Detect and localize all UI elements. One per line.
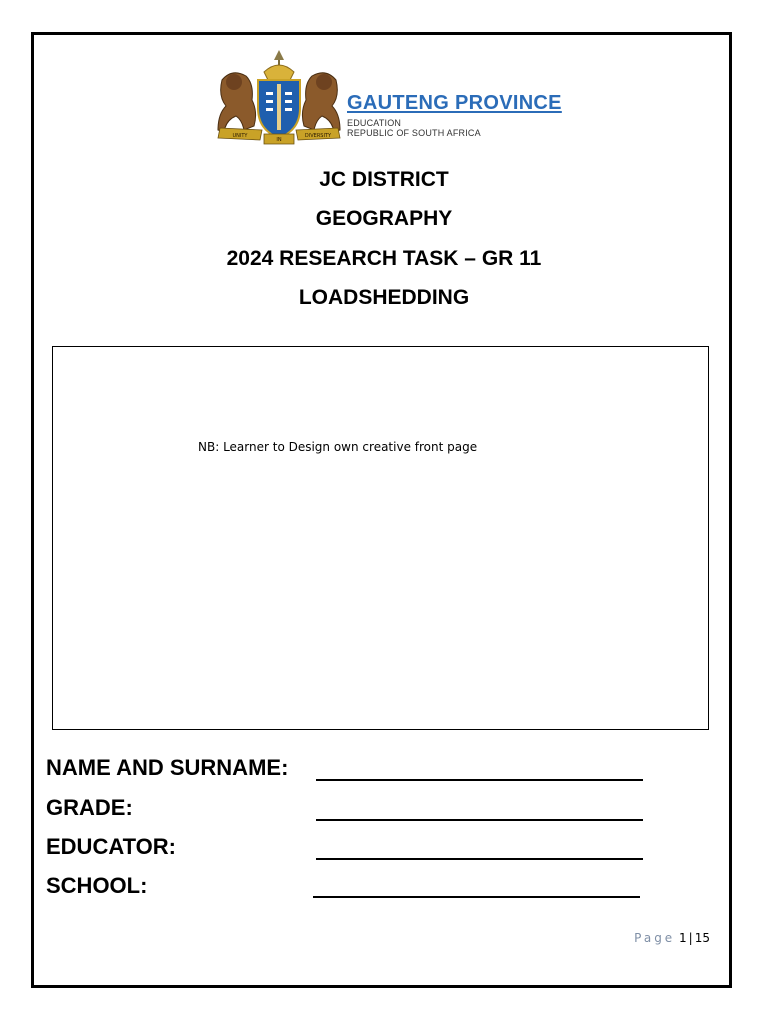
school-line[interactable] [313, 896, 640, 898]
task-heading: 2024 RESEARCH TASK – GR 11 [226, 247, 542, 270]
page-total: 15 [694, 931, 710, 945]
grade-line[interactable] [316, 819, 643, 821]
district-heading: JC DISTRICT [319, 168, 449, 191]
front-page-design-box [52, 346, 709, 730]
brand-subtitle-country: REPUBLIC OF SOUTH AFRICA [347, 128, 481, 138]
page-word: Page [634, 931, 676, 945]
page-footer [634, 930, 710, 946]
grade-label: GRADE: [46, 795, 133, 820]
coat-of-arms-logo [214, 50, 344, 146]
page-number: 1 [679, 931, 687, 945]
educator-line[interactable] [316, 858, 643, 860]
name-surname-line[interactable] [316, 779, 643, 781]
subject-heading: GEOGRAPHY [315, 207, 453, 230]
front-page-note: NB: Learner to Design own creative front page [198, 440, 478, 454]
name-surname-label: NAME AND SURNAME: [46, 755, 289, 780]
brand-title: GAUTENG PROVINCE [347, 92, 562, 114]
educator-label: EDUCATOR: [46, 834, 176, 859]
school-label: SCHOOL: [46, 873, 148, 898]
svg-text:IN: IN [276, 137, 282, 143]
brand-subtitle-education: EDUCATION [347, 118, 402, 128]
svg-text:UNITY: UNITY [232, 133, 248, 139]
page-separator: | [688, 931, 693, 945]
topic-heading: LOADSHEDDING [298, 286, 470, 309]
svg-text:DIVERSITY: DIVERSITY [304, 133, 332, 139]
brand-block [347, 92, 562, 138]
